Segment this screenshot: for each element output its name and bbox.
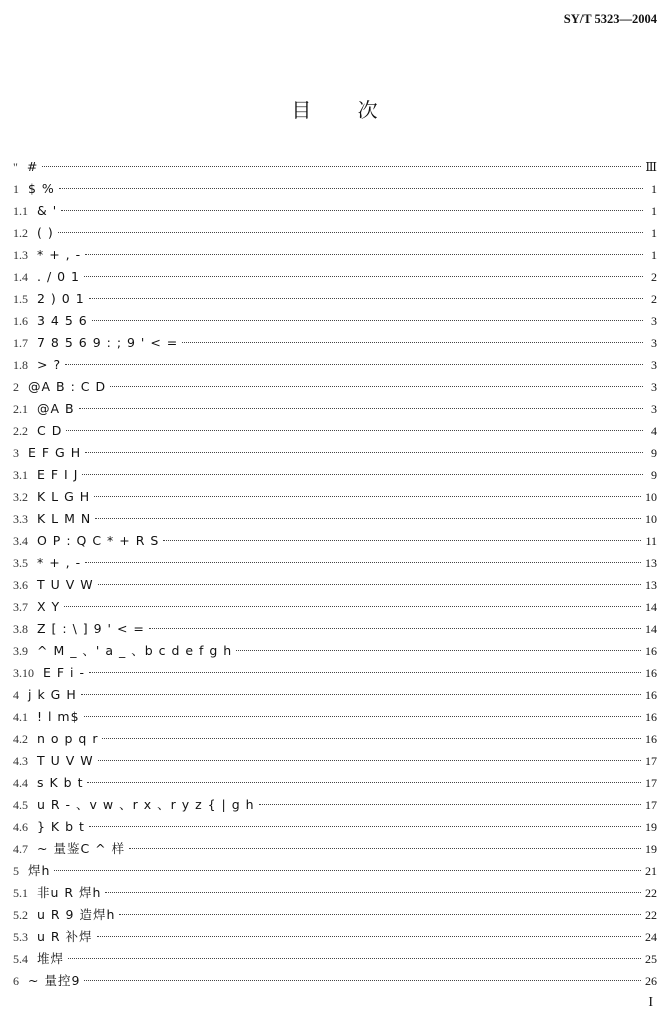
toc-page: 22 [645, 908, 657, 922]
standard-code: SY/T 5323—2004 [563, 12, 657, 26]
toc-number: 5.1 [13, 886, 28, 900]
toc-label: ^ M _ 、' a _ 、b c d e f g h [37, 643, 233, 658]
dot-leader [97, 936, 641, 937]
toc-page: 22 [645, 886, 657, 900]
dot-leader [89, 826, 641, 827]
toc-label: j k G H [28, 687, 77, 702]
toc-label: E F I J [37, 467, 79, 482]
toc-number: 3.10 [13, 666, 34, 680]
toc-entry[interactable] [13, 420, 657, 442]
dot-leader [94, 496, 641, 497]
toc-number: 3.3 [13, 512, 28, 526]
dot-leader [87, 782, 641, 783]
toc-entry[interactable] [13, 816, 657, 838]
toc-entry[interactable] [13, 618, 657, 640]
toc-entry[interactable] [13, 222, 657, 244]
toc-label: u R 9 造焊h [37, 907, 116, 922]
dot-leader [85, 452, 643, 453]
toc-entry[interactable] [13, 266, 657, 288]
dot-leader [95, 518, 641, 519]
toc-label: s K b t [37, 775, 84, 790]
toc-entry[interactable] [13, 156, 657, 178]
dot-leader [85, 562, 641, 563]
toc-entry[interactable] [13, 728, 657, 750]
toc-number: 1.3 [13, 248, 28, 262]
toc-page: 16 [645, 688, 657, 702]
dot-leader [110, 386, 643, 387]
dot-leader [59, 188, 643, 189]
toc-number: 5 [13, 864, 19, 878]
toc-label: @A B : C D [28, 379, 107, 394]
toc-page: 17 [645, 798, 657, 812]
dot-leader [89, 298, 643, 299]
dot-leader [84, 716, 641, 717]
toc-label: 焊h [28, 863, 51, 878]
dot-leader [81, 694, 641, 695]
dot-leader [129, 848, 641, 849]
toc-entry[interactable] [13, 926, 657, 948]
toc-entry[interactable] [13, 178, 657, 200]
toc-label: T U V W [37, 753, 94, 768]
toc-page: 2 [651, 292, 657, 306]
toc-page: 24 [645, 930, 657, 944]
toc-number: 5.3 [13, 930, 28, 944]
toc-number: 5.2 [13, 908, 28, 922]
dot-leader [102, 738, 641, 739]
toc-page: 1 [651, 182, 657, 196]
toc-entry[interactable] [13, 948, 657, 970]
toc-number: 1.6 [13, 314, 28, 328]
toc-number: 3.4 [13, 534, 28, 548]
dot-leader [58, 232, 643, 233]
toc-label: K L G H [37, 489, 91, 504]
toc-entry[interactable] [13, 464, 657, 486]
toc-entry[interactable] [13, 970, 657, 992]
toc-number: 4 [13, 688, 19, 702]
toc-number: 3.6 [13, 578, 28, 592]
toc-entry[interactable] [13, 552, 657, 574]
toc-label: E F i - [43, 665, 85, 680]
toc-number: 1.7 [13, 336, 28, 350]
toc-page: 10 [645, 490, 657, 504]
toc-number: 3.7 [13, 600, 28, 614]
toc-page: 1 [651, 204, 657, 218]
toc-page: 1 [651, 248, 657, 262]
toc-page: 13 [645, 578, 657, 592]
toc-number: 4.7 [13, 842, 28, 856]
toc-label: ~ 量鉴C ^ 样 [37, 841, 126, 856]
toc-number: 1.4 [13, 270, 28, 284]
toc-entry[interactable] [13, 882, 657, 904]
dot-leader [85, 254, 643, 255]
toc-page: 3 [651, 380, 657, 394]
toc-number: 6 [13, 974, 19, 988]
dot-leader [65, 364, 643, 365]
toc-label: K L M N [37, 511, 92, 526]
toc-number: 1.1 [13, 204, 28, 218]
toc-label: $ % [28, 181, 55, 196]
dot-leader [182, 342, 643, 343]
toc-label: 3 4 5 6 [37, 313, 88, 328]
toc-page: 19 [645, 842, 657, 856]
toc-page: 14 [645, 600, 657, 614]
dot-leader [66, 430, 643, 431]
toc-number: 4.2 [13, 732, 28, 746]
toc-entry[interactable] [13, 706, 657, 728]
dot-leader [236, 650, 641, 651]
toc-entry[interactable] [13, 574, 657, 596]
toc-label: u R 补焊 [37, 929, 93, 944]
dot-leader [82, 474, 643, 475]
toc-entry[interactable] [13, 772, 657, 794]
toc-entry[interactable] [13, 838, 657, 860]
toc-number: 1 [13, 182, 19, 196]
toc-entry[interactable] [13, 794, 657, 816]
page-title: 目 次 [291, 98, 380, 122]
dot-leader [92, 320, 643, 321]
toc-number: 4.1 [13, 710, 28, 724]
dot-leader [64, 606, 641, 607]
toc-page: 26 [645, 974, 657, 988]
dot-leader [61, 210, 643, 211]
toc-label: * + , - [37, 555, 82, 570]
toc-page: 3 [651, 314, 657, 328]
toc-number: 2 [13, 380, 19, 394]
toc-number: 3.2 [13, 490, 28, 504]
dot-leader [89, 672, 641, 673]
toc-label: & ' [37, 203, 58, 218]
toc-page: 9 [651, 468, 657, 482]
toc-page: Ⅲ [645, 160, 657, 174]
toc-label: } K b t [37, 819, 85, 834]
table-of-contents [13, 156, 657, 992]
toc-page: 17 [645, 776, 657, 790]
toc-number: 4.4 [13, 776, 28, 790]
toc-entry[interactable] [13, 288, 657, 310]
dot-leader [163, 540, 641, 541]
toc-label: X Y [37, 599, 61, 614]
toc-number: 4.6 [13, 820, 28, 834]
toc-entry[interactable] [13, 376, 657, 398]
toc-page: 1 [651, 226, 657, 240]
toc-entry[interactable] [13, 354, 657, 376]
toc-entry[interactable] [13, 508, 657, 530]
toc-page: 16 [645, 732, 657, 746]
toc-entry[interactable] [13, 640, 657, 662]
toc-label: ~ 量控9 [28, 973, 81, 988]
toc-entry[interactable] [13, 442, 657, 464]
toc-entry[interactable] [13, 244, 657, 266]
toc-number: 1.8 [13, 358, 28, 372]
toc-page: 16 [645, 666, 657, 680]
toc-label: ! l m$ [37, 709, 80, 724]
toc-number: 3 [13, 446, 19, 460]
toc-page: 13 [645, 556, 657, 570]
dot-leader [149, 628, 641, 629]
dot-leader [79, 408, 643, 409]
toc-label: Z [ : \ ] 9 ' < = [37, 621, 145, 636]
toc-number: " [13, 160, 18, 174]
toc-number: 2.1 [13, 402, 28, 416]
toc-label: # [26, 159, 39, 174]
toc-page: 21 [645, 864, 657, 878]
toc-page: 3 [651, 358, 657, 372]
toc-label: n o p q r [37, 731, 99, 746]
toc-label: > ? [37, 357, 62, 372]
toc-page: 3 [651, 402, 657, 416]
toc-page: 17 [645, 754, 657, 768]
toc-page: 16 [645, 710, 657, 724]
toc-page: 19 [645, 820, 657, 834]
toc-number: 5.4 [13, 952, 28, 966]
toc-label: 7 8 5 6 9 : ; 9 ' < = [37, 335, 179, 350]
toc-entry[interactable] [13, 596, 657, 618]
toc-number: 1.5 [13, 292, 28, 306]
toc-entry[interactable] [13, 750, 657, 772]
toc-page: 3 [651, 336, 657, 350]
toc-entry[interactable] [13, 904, 657, 926]
toc-number: 3.1 [13, 468, 28, 482]
toc-page: 4 [651, 424, 657, 438]
toc-label: 非u R 焊h [37, 885, 102, 900]
toc-label: * + , - [37, 247, 82, 262]
toc-page: 2 [651, 270, 657, 284]
toc-page: 16 [645, 644, 657, 658]
toc-number: 4.3 [13, 754, 28, 768]
toc-label: 2 ) 0 1 [37, 291, 85, 306]
toc-number: 4.5 [13, 798, 28, 812]
toc-label: T U V W [37, 577, 94, 592]
dot-leader [105, 892, 641, 893]
toc-number: 3.8 [13, 622, 28, 636]
toc-entry[interactable] [13, 310, 657, 332]
toc-page: 14 [645, 622, 657, 636]
toc-label: 堆焊 [37, 951, 65, 966]
toc-label: ( ) [37, 225, 54, 240]
toc-entry[interactable] [13, 662, 657, 684]
toc-label: E F G H [28, 445, 82, 460]
toc-label: O P : Q C * + R S [37, 533, 160, 548]
toc-number: 2.2 [13, 424, 28, 438]
toc-entry[interactable] [13, 332, 657, 354]
dot-leader [98, 760, 641, 761]
toc-label: u R - 、v w 、r x 、r y z { | g h [37, 797, 255, 812]
toc-entry[interactable] [13, 200, 657, 222]
dot-leader [84, 980, 641, 981]
toc-entry[interactable] [13, 530, 657, 552]
toc-entry[interactable] [13, 398, 657, 420]
toc-label: C D [37, 423, 63, 438]
toc-label: . / 0 1 [37, 269, 81, 284]
toc-entry[interactable] [13, 684, 657, 706]
dot-leader [259, 804, 641, 805]
toc-number: 3.5 [13, 556, 28, 570]
toc-page: 9 [651, 446, 657, 460]
dot-leader [119, 914, 641, 915]
toc-page: 25 [645, 952, 657, 966]
toc-number: 1.2 [13, 226, 28, 240]
toc-number: 3.9 [13, 644, 28, 658]
dot-leader [84, 276, 643, 277]
toc-page: 11 [645, 534, 657, 548]
toc-entry[interactable] [13, 486, 657, 508]
page-number: I [648, 995, 653, 1010]
toc-page: 10 [645, 512, 657, 526]
dot-leader [68, 958, 641, 959]
toc-entry[interactable] [13, 860, 657, 882]
dot-leader [54, 870, 641, 871]
dot-leader [98, 584, 641, 585]
dot-leader [42, 166, 641, 167]
toc-label: @A B [37, 401, 75, 416]
